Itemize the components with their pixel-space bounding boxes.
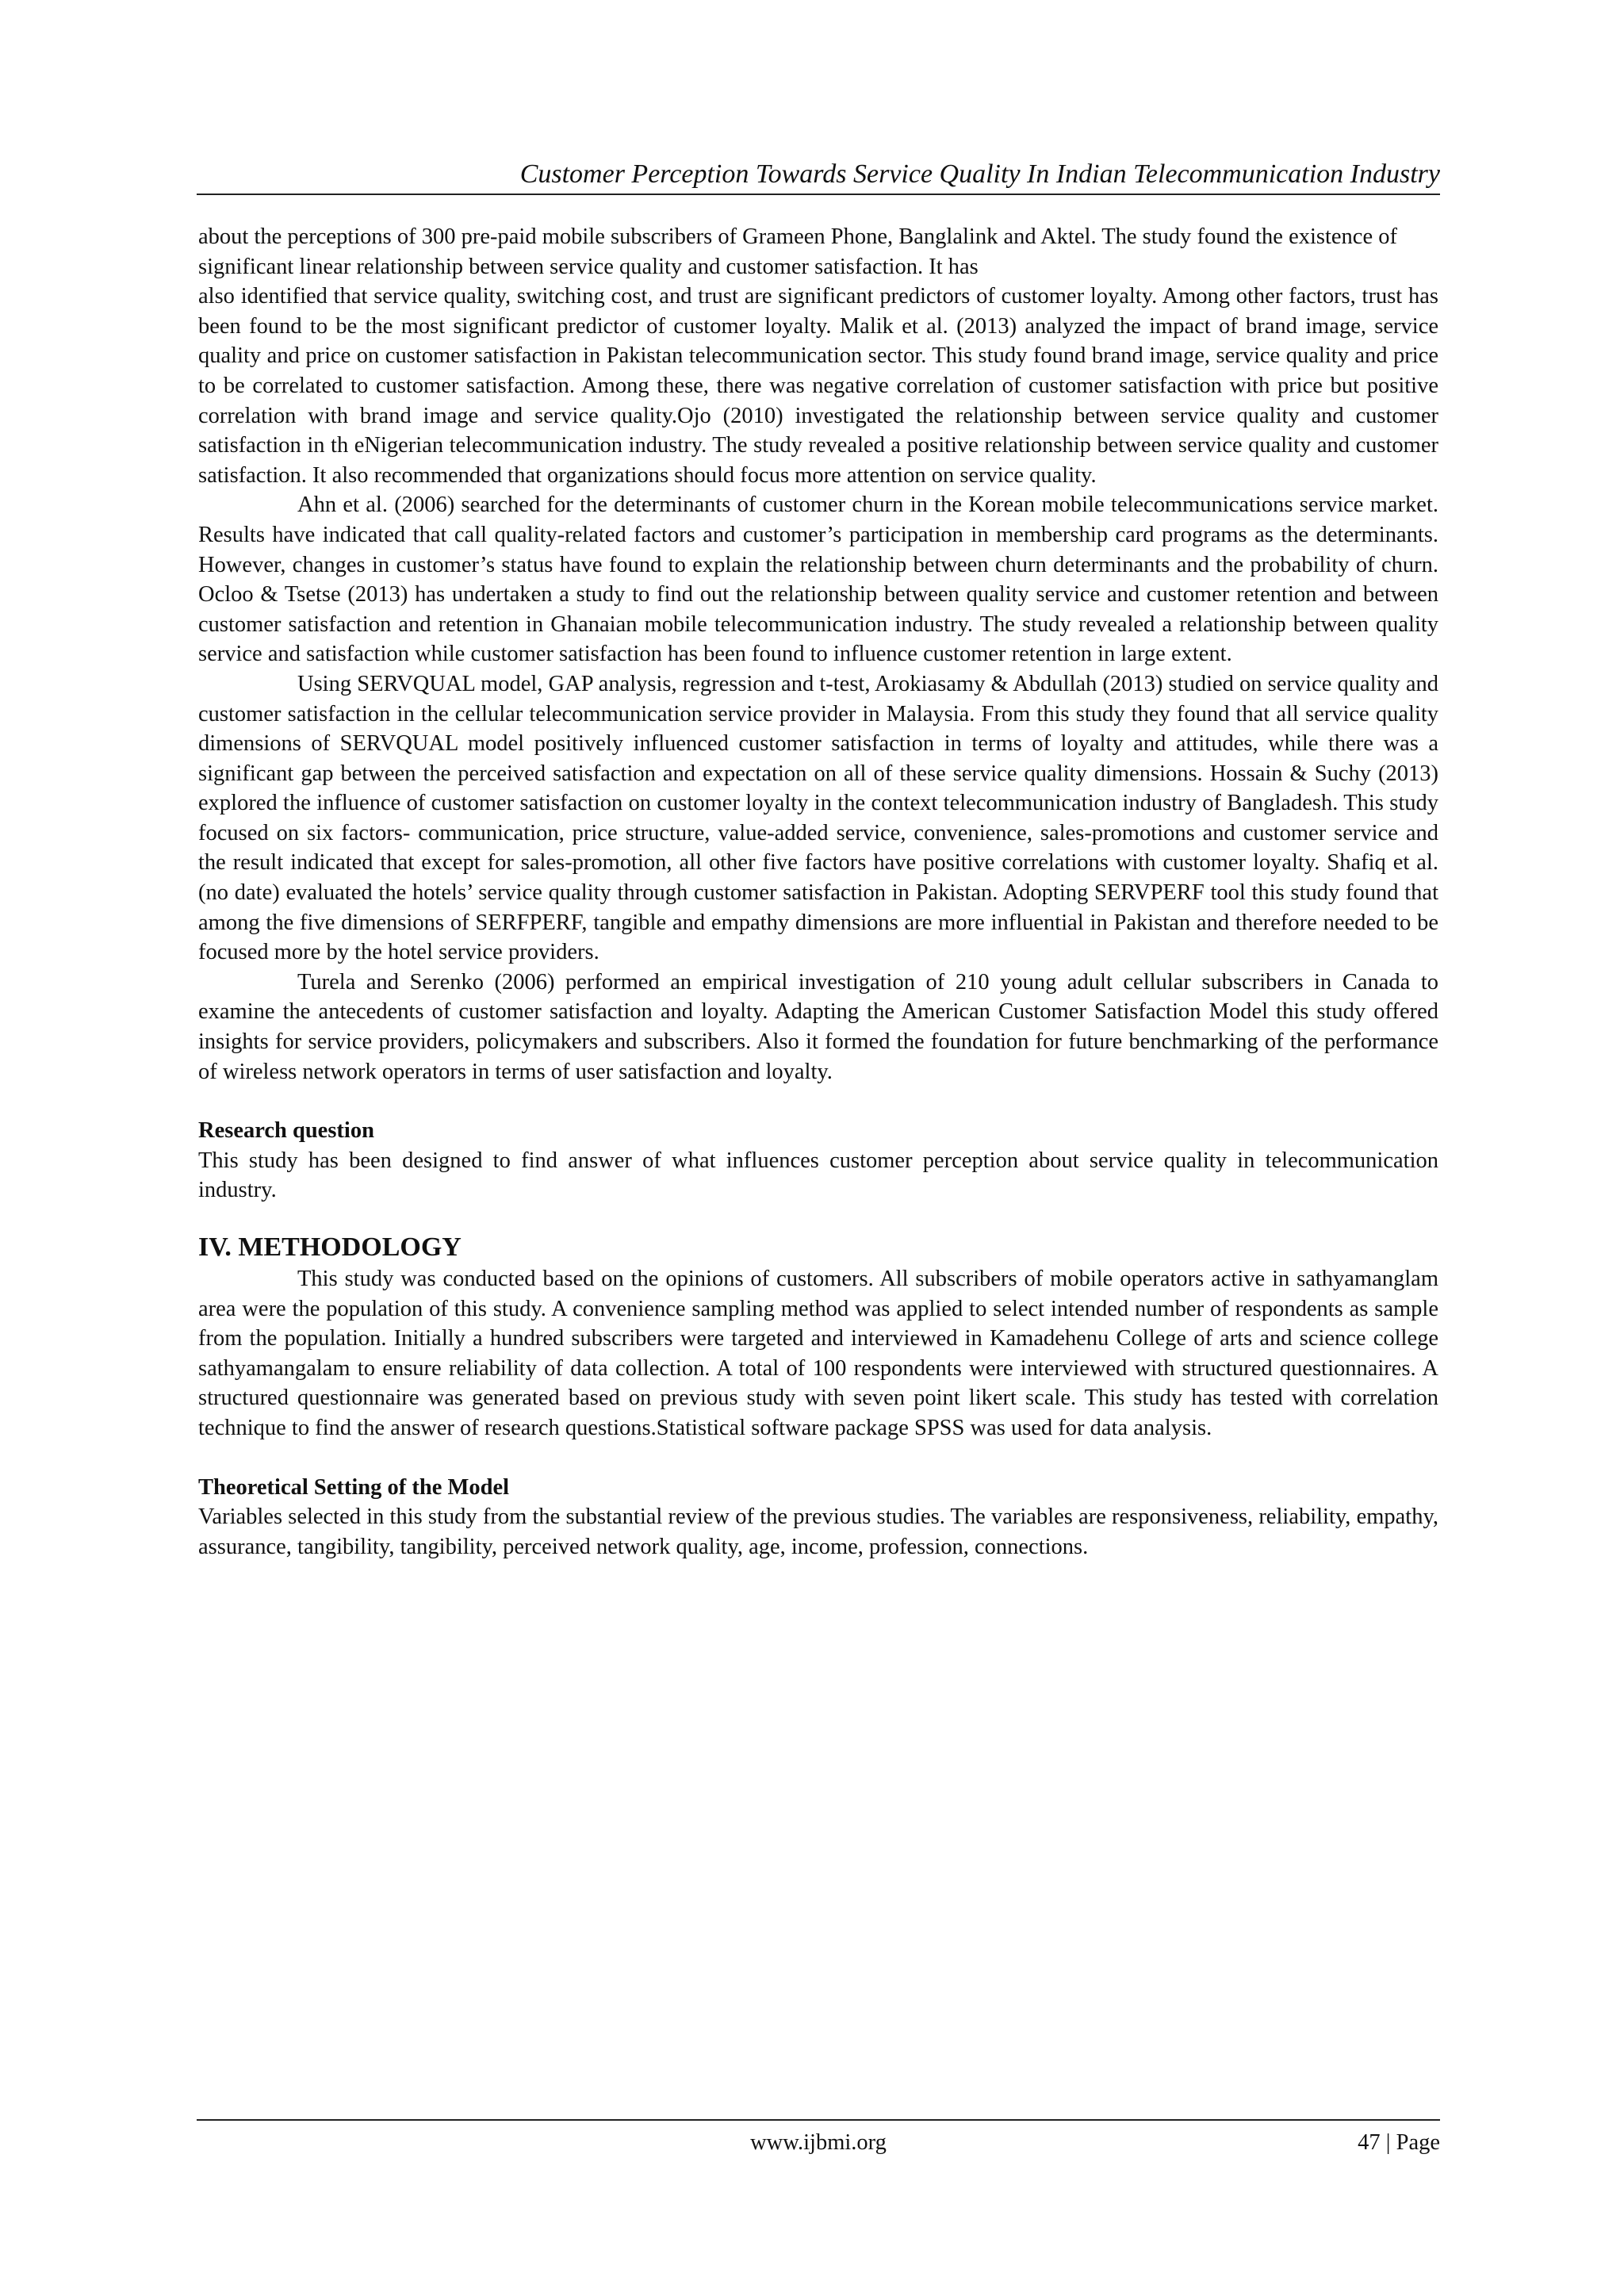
paragraph-continuation-2: also identified that service quality, switching cost, and trust are significant predictors of customer loyalty. Among other factors, trust has been found to be the most significant predictor of customer loyalty. Malik et al. (2013) analyzed the impact of brand image, service quality and price on customer satisfaction in Pakistan telecommunication sector. This study found brand image, service quality and price to be correlated to customer satisfaction. Among these, there was negative correlation of customer satisfaction with price but positive correlation with brand image and service quality.Ojo (2010) investigated the relationship between service quality and customer satisfaction in th eNigerian telecommunication industry. The study revealed a positive relationship between service quality and customer satisfaction. It also recommended that organizations should focus more attention on service quality. <box>198 284 1438 488</box>
research-question-heading: Research question <box>198 1118 374 1144</box>
header-title: Customer Perception Towards Service Quality In Indian Telecommunication Industry <box>519 159 1440 189</box>
footer-url: www.ijbmi.org <box>750 2130 887 2155</box>
theoretical-heading: Theoretical Setting of the Model <box>198 1474 510 1500</box>
paragraph-continuation: about the perceptions of 300 pre-paid mobile subscribers of Grameen Phone, Banglalink and Aktel. The study found the existence of significant linear relationship between service quality and customer satisfaction. It has <box>198 224 1397 279</box>
research-question-text: This study has been designed to find answer of what influences customer perception about service quality in telecommunication industry. <box>198 1148 1438 1203</box>
paragraph-turela: Turela and Serenko (2006) performed an empirical investigation of 210 young adult cellular subscribers in Canada to examine the antecedents of customer satisfaction and loyalty. Adapting the American Customer Satisfaction Model this study offered insights for service providers, policymakers and subscribers. Also it formed the foundation for future benchmarking of the performance of wireless network operators in terms of user satisfaction and loyalty. <box>198 969 1438 1084</box>
page-footer <box>197 2119 1440 2162</box>
theoretical-text: Variables selected in this study from the substantial review of the previous studies. The variables are responsiveness, reliability, empathy, assurance, tangibility, tangibility, perceived network quality, age, income, profession, connections. <box>198 1504 1438 1559</box>
running-header <box>197 155 1440 195</box>
methodology-text: This study was conducted based on the opinions of customers. All subscribers of mobile operators active in sathyamanglam area were the population of this study. A convenience sampling method was applied to select intended number of respondents as sample from the population. Initially a hundred subscribers were targeted and interviewed in Kamadehenu College of arts and science college sathyamangalam to ensure reliability of data collection. A total of 100 respondents were interviewed with structured questionnaires. A structured questionnaire was generated based on previous study with seven point likert scale. This study has tested with correlation technique to find the answer of research questions.Statistical software package SPSS was used for data analysis. <box>198 1267 1438 1440</box>
methodology-heading: IV. METHODOLOGY <box>198 1232 462 1262</box>
paragraph-ahn: Ahn et al. (2006) searched for the determinants of customer churn in the Korean mobile telecommunications service market. Results have indicated that call quality-related factors and customer’s participation in membership card programs as the determinants. However, changes in customer’s status have found to explain the relationship between churn determinants and the probability of churn. Ocloo & Tsetse (2013) has undertaken a study to find out the relationship between quality service and customer retention and between customer satisfaction and retention in Ghanaian mobile telecommunication industry. The study revealed a relationship between quality service and satisfaction while customer satisfaction has been found to influence customer retention in large extent. <box>198 493 1438 667</box>
page-body <box>198 222 1438 1562</box>
page-number: 47 | Page <box>1358 2130 1440 2155</box>
paragraph-servqual: Using SERVQUAL model, GAP analysis, regression and t-test, Arokiasamy & Abdullah (2013) studied on service quality and customer satisfaction in the cellular telecommunication service provider in Malaysia. From this study they found that all service quality dimensions of SERVQUAL model positively influenced customer satisfaction in terms of loyalty and attitudes, while there was a significant gap between the perceived satisfaction and expectation on all of these service quality dimensions. Hossain & Suchy (2013) explored the influence of customer satisfaction on customer loyalty in the context telecommunication industry of Bangladesh. This study focused on six factors- communication, price structure, value-added service, convenience, sales-promotions and customer service and the result indicated that except for sales-promotion, all other five factors have positive correlations with customer loyalty. Shafiq et al. (no date) evaluated the hotels’ service quality through customer satisfaction in Pakistan. Adopting SERVPERF tool this study found that among the five dimensions of SERFPERF, tangible and empathy dimensions are more influential in Pakistan and therefore needed to be focused more by the hotel service providers. <box>198 671 1438 965</box>
